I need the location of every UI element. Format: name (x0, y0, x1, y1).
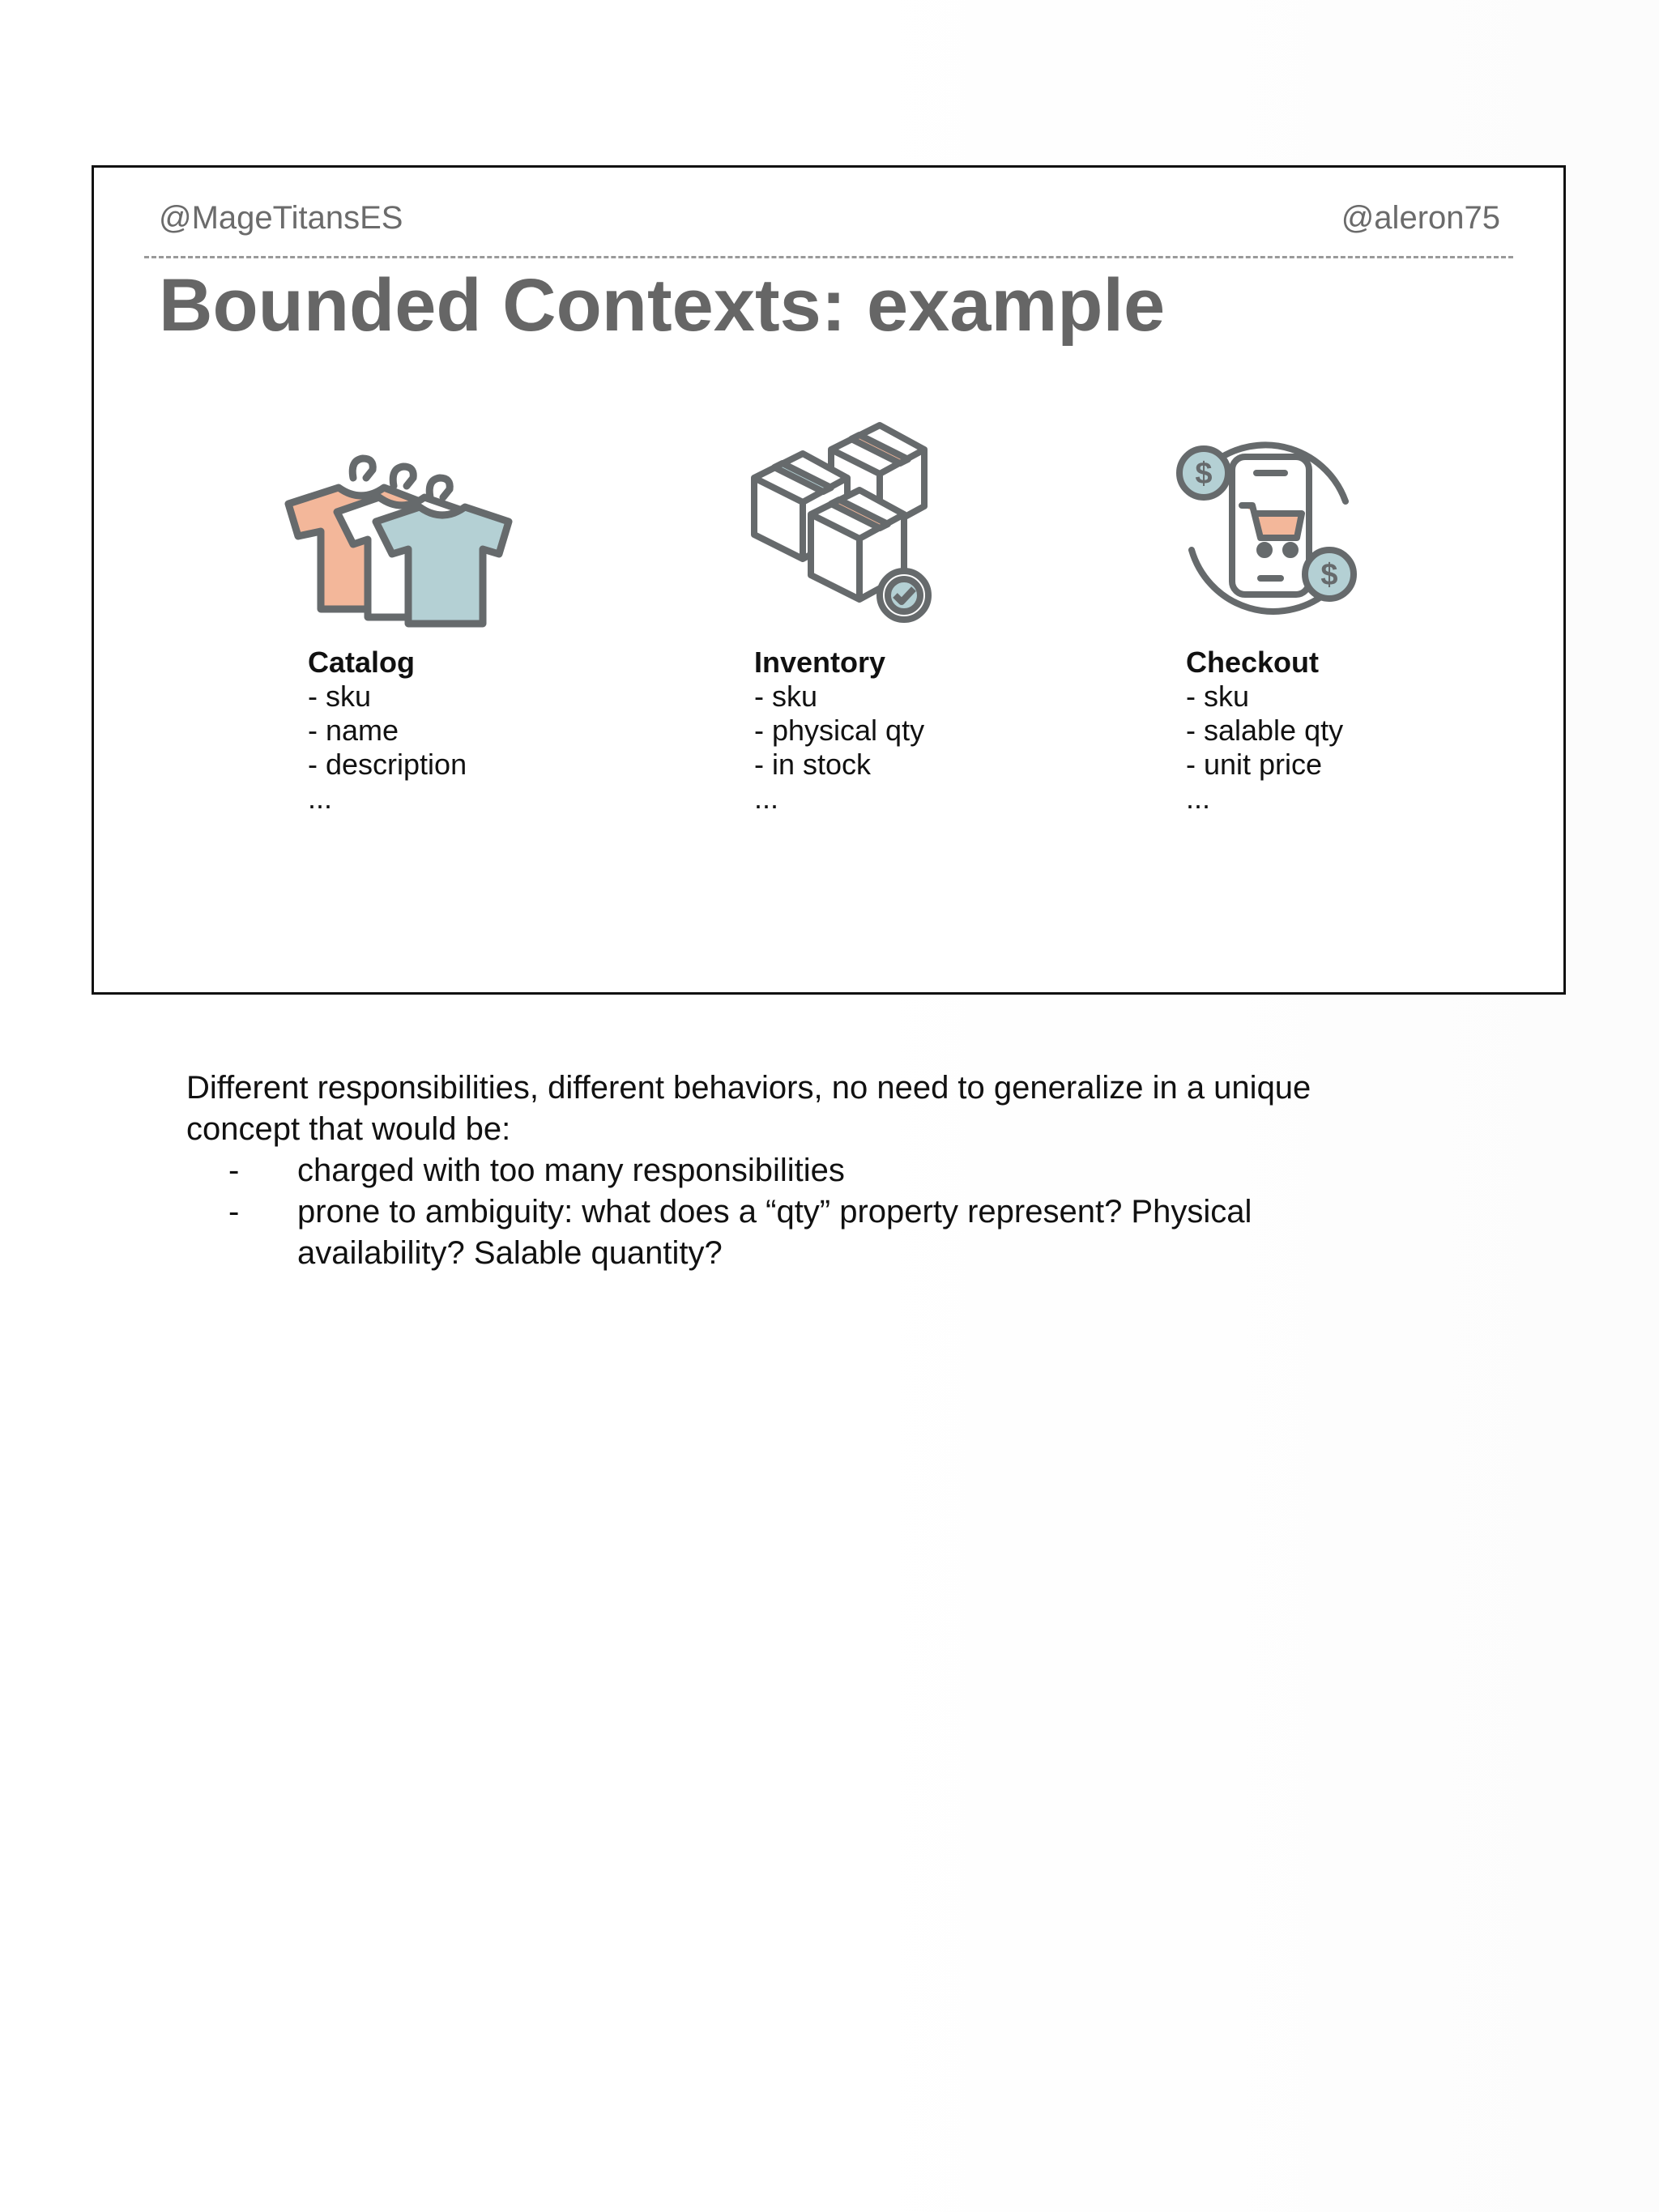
svg-text:$: $ (1320, 558, 1338, 592)
context-heading: Checkout (1186, 646, 1320, 679)
context-field: - salable qty (1186, 714, 1344, 747)
context-field: ... (308, 782, 333, 815)
slide-thumbnail (92, 165, 1566, 995)
context-heading: Catalog (308, 646, 416, 679)
bullet-text: charged with too many responsibilities (297, 1153, 845, 1188)
context-field: - unit price (1186, 748, 1323, 781)
bullet-marker: - (228, 1153, 240, 1188)
dashed-divider (144, 256, 1513, 258)
context-field: - sku (308, 680, 372, 713)
stacked-boxes-icon (742, 417, 953, 632)
catalog-context (308, 646, 467, 816)
context-field: - description (308, 748, 467, 781)
speaker-notes (186, 1068, 1418, 1274)
context-field: - physical qty (754, 714, 925, 747)
bullet-text: prone to ambiguity: what does a “qty” property represent? Physical availability? Salable quantity? (297, 1194, 1252, 1271)
list-item (186, 1150, 1418, 1191)
context-field: - sku (1186, 680, 1250, 713)
checkout-context (1186, 646, 1343, 816)
svg-text:$: $ (1195, 457, 1213, 491)
context-field: ... (754, 782, 779, 815)
notes-intro: Different responsibilities, different behaviors, no need to generalize in a unique concept that would be: (186, 1070, 1311, 1147)
clothes-hanger-icon (280, 447, 515, 629)
twitter-handle-right: @aleron75 (1341, 200, 1500, 236)
context-field: - in stock (754, 748, 872, 781)
bullet-marker: - (228, 1194, 240, 1230)
context-field: ... (1186, 782, 1211, 815)
mobile-shopping-cart-icon (1167, 428, 1370, 627)
twitter-handle-left: @MageTitansES (159, 200, 403, 236)
slide-title: Bounded Contexts: example (159, 264, 1166, 347)
notes-bullet-list (186, 1150, 1418, 1274)
context-heading: Inventory (754, 646, 886, 679)
context-field: - sku (754, 680, 818, 713)
list-item (186, 1191, 1418, 1274)
context-field: - name (308, 714, 399, 747)
inventory-context (754, 646, 924, 816)
